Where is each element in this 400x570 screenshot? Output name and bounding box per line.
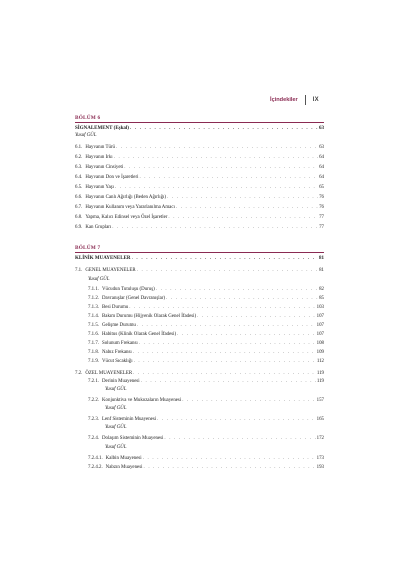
leader-dots [197, 314, 316, 320]
toc-entry[interactable]: 6.5. Hayvanın Yaşı . . . 65 [75, 183, 324, 191]
author: Yusuf GÜL [105, 445, 127, 450]
toc-section[interactable]: 7.1. GENEL MUAYENELER . . . 81 [75, 266, 324, 274]
toc-entry[interactable]: 7.2.2. Konjunktiva ve Mukozaların Muayenesi . . . 157 [88, 396, 324, 404]
author: Yusuf GÜL [75, 133, 97, 138]
leader-dots [116, 145, 318, 151]
leader-dots [139, 175, 318, 181]
author: Yusuf GÜL [105, 425, 127, 430]
toc-section[interactable]: 7.2. ÖZEL MUAYENELER . . . 119 [75, 369, 324, 377]
toc-entry[interactable]: 6.2. Hayvanın Irkı . . . 64 [75, 153, 324, 161]
chapter-divider [75, 122, 324, 123]
toc-chapter-title[interactable]: SİGNALEMENT (Eşkal) . . . 63 [75, 124, 324, 132]
toc-entry[interactable]: 7.1.5. Gelişme Durumu . . . 107 [88, 321, 324, 329]
leader-dots [167, 195, 318, 201]
toc-entry[interactable]: 7.2.3. Lenf Sisteminin Muayenesi . . . 165 [88, 415, 324, 423]
leader-dots [133, 350, 316, 356]
leader-dots [139, 341, 316, 347]
leader-dots [137, 323, 316, 329]
toc-entry[interactable]: 7.1.1. Vücudun Tutuluşu (Duruş) . . . 82 [88, 285, 324, 293]
leader-dots [182, 398, 315, 404]
chapter-divider [75, 252, 324, 253]
toc-entry[interactable]: 7.1.4. Bakım Durumu (Hijyenik Olarak Genel İfadesi) . . . 107 [88, 312, 324, 320]
leader-dots [157, 417, 316, 423]
author: Yusuf GÜL [105, 406, 127, 411]
leader-dots [124, 165, 318, 171]
toc-entry[interactable]: 6.6. Hayvanın Canlı Ağırlığı (Beden Ağırlığı) . . . 76 [75, 193, 324, 201]
toc-entry[interactable]: 6.9. Kan Grupları . . . 77 [75, 223, 324, 231]
leader-dots [112, 225, 318, 231]
leader-dots [115, 185, 318, 191]
leader-dots [166, 296, 318, 302]
toc-entry[interactable]: 7.2.4.1. Kalbin Muayenesi . . . 173 [88, 454, 324, 462]
toc-entry[interactable]: 7.1.9. Vücut Sıcaklığı . . . 112 [88, 357, 324, 365]
toc-entry[interactable]: 7.2.4. Dolaşım Sisteminin Muayenesi . . . 172 [88, 434, 324, 442]
toc-entry[interactable]: 7.1.7. Solunum Frekansı . . . 108 [88, 339, 324, 347]
toc-entry[interactable]: 6.3. Hayvanın Cinsiyeti . . . 64 [75, 163, 324, 171]
chapter-label: BÖLÜM 6 [75, 115, 101, 121]
leader-dots [137, 268, 318, 274]
toc-entry[interactable]: 7.1.3. Besi Durumu . . . 103 [88, 303, 324, 311]
toc-entry[interactable]: 6.1. Hayvanın Türü . . . 63 [75, 143, 324, 151]
leader-dots [156, 287, 318, 293]
toc-entry[interactable]: 7.2.4.2. Nabzın Muayenesi . . . 193 [88, 463, 324, 471]
toc-entry[interactable]: 7.1.8. Nabız Frekansı . . . 109 [88, 348, 324, 356]
page-number: IX [312, 97, 319, 103]
toc-entry[interactable]: 6.7. Hayvanın Kullanım veya Yararlanılma Amacı . . . 76 [75, 203, 324, 211]
leader-dots [143, 465, 315, 471]
leader-dots [168, 215, 318, 221]
leader-dots [132, 256, 318, 262]
leader-dots [164, 436, 315, 442]
toc-chapter-title[interactable]: KLİNİK MUAYENELER . . . 81 [75, 254, 324, 262]
running-header-separator [305, 95, 306, 105]
chapter-label: BÖLÜM 7 [75, 245, 101, 251]
toc-entry[interactable]: 6.4. Hayvanın Don ve İşaretleri . . . 64 [75, 173, 324, 181]
leader-dots [134, 359, 316, 365]
leader-dots [129, 305, 315, 311]
leader-dots [143, 456, 316, 462]
author: Yusuf GÜL [88, 277, 110, 282]
toc-entry[interactable]: 7.2.1. Derinin Muayenesi . . . 119 [88, 377, 324, 385]
running-header-title: İçindekiler [270, 97, 298, 103]
leader-dots [114, 155, 318, 161]
toc-entry[interactable]: 6.8. Yapma, Kalıcı Edinsel veya Özel İşaretler . . . 77 [75, 213, 324, 221]
running-header [270, 95, 319, 105]
leader-dots [141, 379, 316, 385]
leader-dots [176, 205, 318, 211]
toc-entry[interactable]: 7.1.2. Davranışlar (Genel Davranışlar) . . . 85 [88, 294, 324, 302]
toc-entry[interactable]: 7.1.6. Habitus (Klinik Olarak Genel İfadesi) . . . 107 [88, 330, 324, 338]
leader-dots [177, 332, 315, 338]
author: Yusuf GÜL [105, 387, 127, 392]
leader-dots [130, 126, 318, 132]
